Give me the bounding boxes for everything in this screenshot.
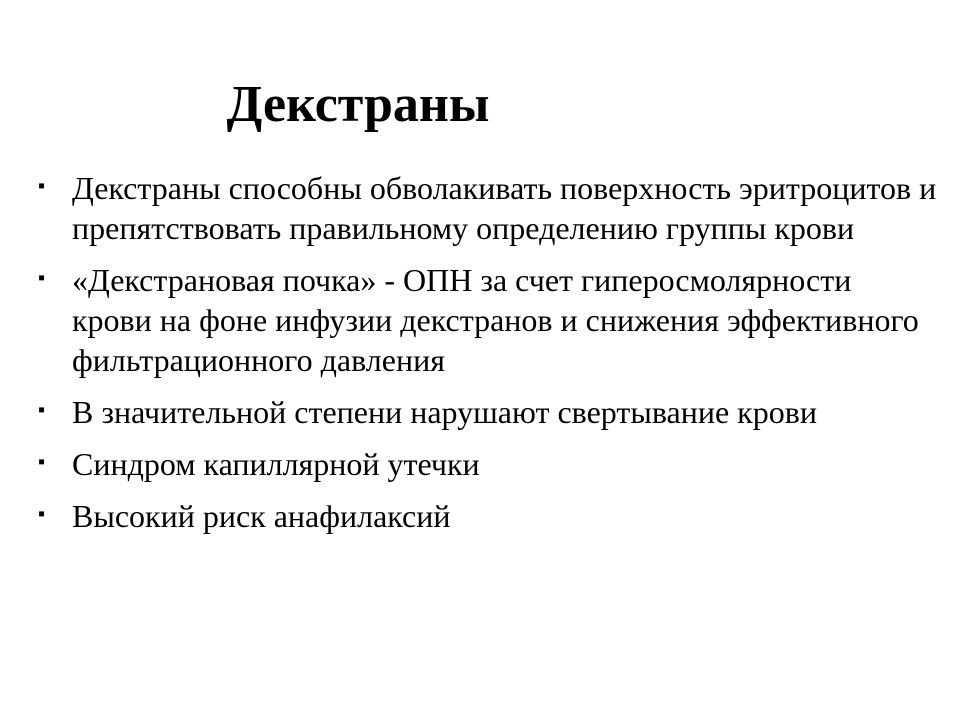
bullet-text: В значительной степени нарушают свертывание крови xyxy=(72,394,817,430)
bullet-text: Высокий риск анафилаксий xyxy=(72,498,451,534)
list-item xyxy=(38,168,938,248)
square-bullet-icon: ▪ xyxy=(38,503,46,525)
bullet-text: Синдром капиллярной утечки xyxy=(72,446,480,482)
list-item xyxy=(38,260,938,380)
square-bullet-icon: ▪ xyxy=(38,451,46,473)
slide-title: Декстраны xyxy=(226,76,490,133)
bullet-text: «Декстрановая почка» - ОПН за счет гиперосмолярности крови на фоне инфузии декстранов и снижения эффективного фильтрационного давления xyxy=(72,262,919,378)
square-bullet-icon: ▪ xyxy=(38,267,46,289)
square-bullet-icon: ▪ xyxy=(38,175,46,197)
list-item xyxy=(38,496,938,536)
list-item xyxy=(38,392,938,432)
bullet-list xyxy=(38,168,938,548)
square-bullet-icon: ▪ xyxy=(38,399,46,421)
list-item xyxy=(38,444,938,484)
bullet-text: Декстраны способны обволакивать поверхность эритроцитов и препятствовать правильному определению группы крови xyxy=(72,170,937,246)
